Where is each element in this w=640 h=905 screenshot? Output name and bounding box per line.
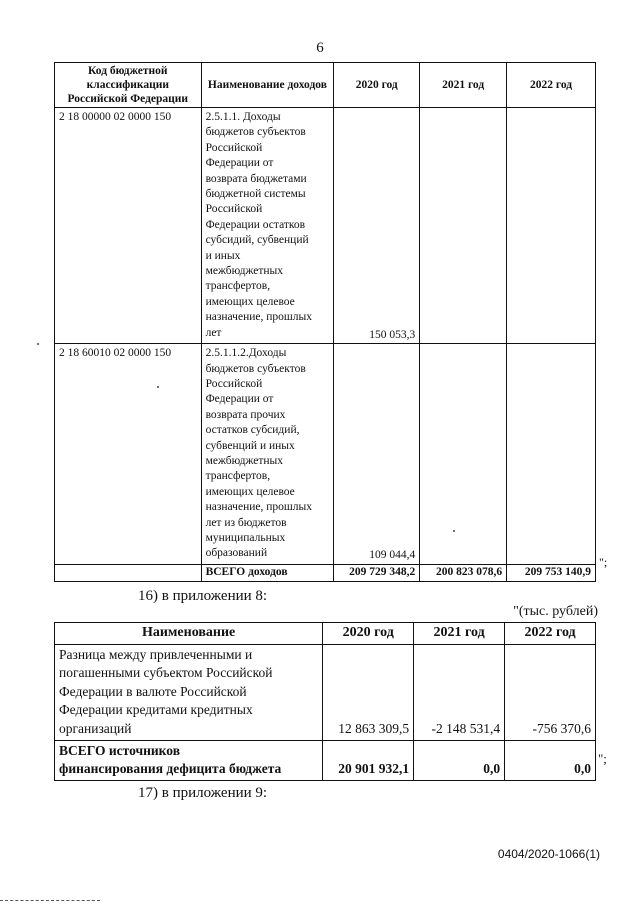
text-line: Разница между привлеченными и: [59, 646, 253, 662]
value-2021-cell: -2 148 531,4: [414, 644, 505, 740]
multiline-text: [59, 742, 318, 779]
closing-quote: ";: [599, 555, 608, 569]
total-2020: 209 729 348,2: [334, 564, 420, 581]
total-row: [55, 564, 596, 581]
text-line: бюджетов субъектов: [205, 126, 306, 139]
value-2020-cell: 150 053,3: [334, 108, 420, 344]
text-line: трансфертов,: [205, 280, 271, 293]
text-line: возврата бюджетами: [205, 172, 307, 185]
scan-speck: [453, 530, 455, 532]
value-2021-cell: [420, 344, 507, 565]
text-line: Российской: [205, 377, 263, 390]
multiline-text: [59, 646, 318, 739]
header-2022: 2022 год: [507, 63, 596, 108]
empty-cell: [55, 564, 202, 581]
total-2022: 209 753 140,9: [507, 564, 596, 581]
text-line: образований: [205, 547, 268, 560]
text-line: финансирования дефицита бюджета: [59, 761, 282, 777]
table-row: [55, 344, 596, 565]
text-line: лет из бюджетов: [205, 516, 287, 529]
text-line: Российской: [205, 203, 263, 216]
text-line: 2.5.1.1. Доходы: [205, 111, 281, 123]
table-header-row: [55, 623, 596, 645]
text-line: имеющих целевое: [205, 485, 295, 498]
total-2020: 20 901 932,1: [323, 740, 414, 780]
value-2020-cell: 109 044,4: [334, 344, 420, 565]
total-label: [55, 740, 323, 780]
text-line: трансфертов,: [205, 470, 271, 483]
total-2021: 0,0: [414, 740, 505, 780]
deficit-sources-table: [54, 622, 596, 781]
table-header-row: [55, 63, 596, 108]
text-line: ВСЕГО источников: [59, 742, 180, 758]
header-2021: 2021 год: [420, 63, 507, 108]
total-label: ВСЕГО доходов: [201, 564, 334, 581]
text-line: возврата прочих: [205, 408, 286, 421]
source-name-cell: [55, 644, 323, 740]
text-line: Федерации кредитами кредитных: [59, 702, 253, 718]
header-2021: 2021 год: [414, 623, 505, 645]
text-line: субвенций и иных: [205, 439, 295, 452]
text-line: и иных: [205, 249, 241, 262]
revenue-table: [54, 62, 596, 582]
value-2020-cell: 12 863 309,5: [323, 644, 414, 740]
header-2022: 2022 год: [505, 623, 596, 645]
table-row: [55, 644, 596, 740]
document-code: 0404/2020-1066(1): [497, 847, 600, 861]
header-2020: 2020 год: [334, 63, 420, 108]
text-line: бюджетов субъектов: [205, 362, 306, 375]
total-2022: 0,0: [505, 740, 596, 780]
revenue-name-cell: [201, 344, 334, 565]
text-line: муниципальных: [205, 531, 286, 544]
text-line: межбюджетных: [205, 454, 284, 467]
text-line: назначение, прошлых: [205, 311, 312, 324]
text-line: бюджетной системы: [205, 188, 306, 201]
value-2022-cell: [507, 108, 596, 344]
text-line: назначение, прошлых: [205, 501, 312, 514]
text-line: 2.5.1.1.2.Доходы: [205, 347, 287, 360]
scan-speck: [157, 386, 159, 388]
text-line: имеющих целевое: [205, 295, 295, 308]
text-line: погашенными субъектом Российской: [59, 665, 273, 681]
budget-code-cell: 2 18 60010 02 0000 150: [55, 344, 202, 565]
total-row: [55, 740, 596, 780]
value-2022-cell: [507, 344, 596, 565]
multiline-text: [206, 110, 330, 341]
total-2021: 200 823 078,6: [420, 564, 507, 581]
text-line: межбюджетных: [205, 265, 284, 278]
text-line: Федерации в валюте Российской: [59, 683, 247, 699]
header-name: Наименование: [55, 623, 323, 645]
text-line: Российской: [205, 141, 263, 154]
text-line: остатков субсидий,: [205, 424, 300, 437]
text-line: организаций: [59, 720, 132, 736]
text-line: Федерации от: [205, 393, 274, 406]
scan-speck: [37, 343, 39, 345]
text-line: субсидий, субвенций: [205, 234, 309, 247]
header-2020: 2020 год: [323, 623, 414, 645]
revenue-name-cell: [201, 108, 334, 344]
scan-edge: [0, 900, 100, 902]
paragraph-16: 16) в приложении 8:: [138, 588, 268, 604]
closing-quote: ";: [598, 751, 607, 766]
unit-note: "(тыс. рублей): [513, 604, 598, 619]
header-revenue-name: Наименование доходов: [201, 63, 334, 108]
budget-code-cell: 2 18 00000 02 0000 150: [55, 108, 202, 344]
multiline-text: [206, 346, 330, 562]
text-line: лет: [205, 326, 222, 339]
value-2022-cell: -756 370,6: [505, 644, 596, 740]
table-row: [55, 108, 596, 344]
header-budget-code: Код бюджетной классификации Российской Федерации: [55, 63, 202, 108]
value-2021-cell: [420, 108, 507, 344]
text-line: Федерации от: [205, 157, 274, 170]
text-line: Федерации остатков: [205, 218, 306, 231]
page-number: 6: [316, 40, 324, 56]
paragraph-17: 17) в приложении 9:: [138, 785, 268, 801]
